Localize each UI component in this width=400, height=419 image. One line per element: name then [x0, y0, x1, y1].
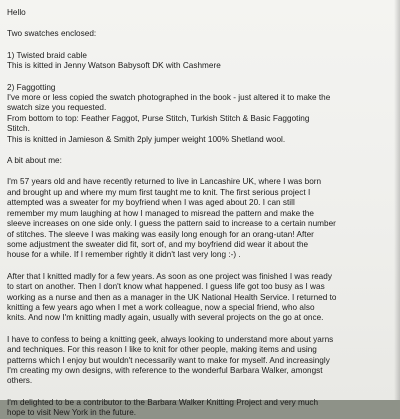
- paragraph-line: attempted was a sweater for my boyfriend when I was aged about 20. I can still: [7, 198, 295, 208]
- paragraph-line: knitting a few years ago when I met a work colleague, now a special friend, who also: [7, 302, 315, 312]
- greeting: Hello: [7, 8, 26, 17]
- paragraph-line: others.: [7, 376, 33, 386]
- paragraph-line: I'm creating my own designs, with reference to the wonderful Barbara Walker, amongst: [7, 365, 323, 375]
- swatch-2-line: From bottom to top: Feather Faggot, Purse Stitch, Turkish Stitch & Basic Faggoting: [7, 113, 310, 123]
- paragraph-line: some adjustment the sweater did fit, sort of, and my boyfriend did wear it about the: [7, 239, 309, 249]
- paragraph-line: I'm delighted to be a contributor to the Barbara Walker Knitting Project and very much: [7, 397, 319, 407]
- paragraph-line: patterns which I enjoy but wouldn't necessarily want to make for myself. And increasingly: [7, 355, 330, 365]
- paragraph-4: [7, 398, 397, 419]
- intro-line: Two swatches enclosed:: [7, 29, 97, 39]
- paragraph-1: [7, 177, 397, 260]
- paragraph-2: [7, 272, 397, 324]
- swatch-2-line: swatch size you requested.: [7, 103, 107, 113]
- paragraph-line: of stitches. The sleeve I was making was easily long enough for an orang-utan! After: [7, 229, 314, 239]
- paragraph-line: and techniques. For this reason I like to knit for other people, making items and using: [7, 345, 317, 355]
- paragraph-line: sleeve increases on one side only. I guess the pattern said to increase to a certain number: [7, 219, 336, 229]
- paragraph-line: hope to visit New York in the future.: [7, 408, 137, 418]
- letter-body: [7, 8, 397, 419]
- paragraph-3: [7, 335, 397, 387]
- paragraph-line: I have to confess to being a knitting geek, always looking to understand more about yarns: [7, 334, 334, 344]
- swatch-2-heading: 2) Faggotting: [7, 82, 56, 92]
- paragraph-line: After that I knitted madly for a few years. As soon as one project was finished I was ready: [7, 271, 332, 281]
- paragraph-line: and brought up and where my mum first taught me to knit. The first serious project I: [7, 187, 311, 197]
- swatch-1-line: This is kitted in Jenny Watson Babysoft DK with Cashmere: [7, 61, 221, 71]
- paragraph-line: knits. And now I'm knitting madly again, usually with several projects on the go at once.: [7, 313, 324, 323]
- about-heading: A bit about me:: [7, 156, 62, 166]
- paragraph-line: house for a while. If I remember rightly it didn't last very long :-) .: [7, 250, 241, 260]
- swatch-section-1: [7, 51, 397, 72]
- swatch-1-heading: 1) Twisted braid cable: [7, 50, 87, 60]
- swatch-2-line: This is knitted in Jamieson & Smith 2ply jumper weight 100% Shetland wool.: [7, 134, 286, 144]
- paragraph-line: I'm 57 years old and have recently returned to live in Lancashire UK, where I was born: [7, 177, 322, 187]
- paragraph-line: remember my mum laughing at how I managed to misread the pattern and make the: [7, 208, 314, 218]
- paragraph-line: working as a nurse and then as a manager in the UK National Health Service. I returned to: [7, 292, 337, 302]
- paragraph-line: to start on another. Then I don't know what happened. I guess life got too busy as I was: [7, 282, 325, 292]
- swatch-section-2: [7, 83, 397, 145]
- swatch-2-line: I've more or less copied the swatch photographed in the book - just altered it to make the: [7, 93, 331, 103]
- swatch-2-line: Stitch.: [7, 124, 30, 134]
